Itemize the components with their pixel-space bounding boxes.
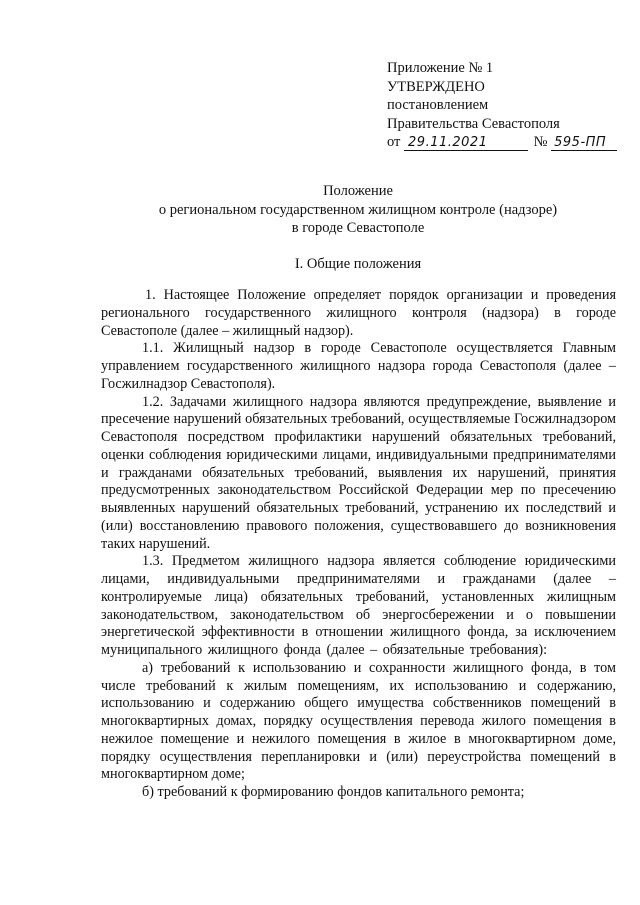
paragraph-1-3: 1.3. Предметом жилищного надзора является соблюдение юридическими лицами, индивидуальными предпринимателями и гражданами (далее – контролируемые лица) обязательных требований, установленных жилищным законодательством, законодательством об энергосбережении и о повышении энергетической эффективности в отношении жилищного фонда, за исключением муниципального жилищного фонда (далее – обязательные требования):: [101, 553, 616, 658]
approval-block: [387, 59, 627, 152]
document-title: [60, 182, 640, 238]
title-line-2: о региональном государственном жилищном контроле (надзоре): [158, 201, 558, 218]
title-line-1: Положение: [323, 183, 393, 199]
approved-label: УТВЕРЖДЕНО: [387, 78, 485, 95]
handwritten-number: 595-ПП: [551, 135, 617, 151]
from-label: от: [387, 134, 401, 150]
title-line-3: в городе Севастополе: [291, 220, 425, 236]
paragraph-1: 1. Настоящее Положение определяет порядок организации и проведения регионального государственного жилищного контроля (надзора) в городе Севастополе (далее – жилищный надзор).: [101, 287, 616, 339]
handwritten-date: 29.11.2021: [404, 135, 528, 151]
number-sign: №: [533, 134, 548, 150]
paragraph-1-1: 1.1. Жилищный надзор в городе Севастополе осуществляется Главным управлением государственного жилищного надзора города Севастополя (далее – Госжилнадзор Севастополя).: [101, 340, 616, 392]
section-heading: I. Общие положения: [294, 256, 422, 272]
paragraph-a: а) требований к использованию и сохранности жилищного фонда, в том числе требований к жилым помещениям, их использованию и содержанию, использованию и содержанию общего имущества собственников помещений в многоквартирных домах, порядку осуществления перевода жилого помещения в нежилое помещение и нежилого помещения в жилое в многоквартирном доме, порядку осуществления перепланировки и (или) переустройства помещений в многоквартирном доме;: [101, 659, 616, 783]
government-name: Правительства Севастополя: [387, 115, 560, 132]
document-body: [101, 287, 616, 802]
resolution-label: постановлением: [387, 97, 489, 113]
date-number-line: [387, 133, 627, 152]
paragraph-1-2: 1.2. Задачами жилищного надзора являются предупреждение, выявление и пресечение нарушений обязательных требований, осуществляемые Госжилнадзором Севастополя посредством профилактики нарушений обязательных требований, оценки соблюдения юридическими лицами, индивидуальными предпринимателями и гражданами обязательных требований, выявления их нарушений, принятия предусмотренных законодательством Российской Федерации мер по пресечению выявленных нарушений обязательных требований, устранению их последствий и (или) восстановлению правового положения, существовавшего до возникновения таких нарушений.: [101, 393, 616, 552]
paragraph-b: б) требований к формированию фондов капитального ремонта;: [142, 784, 525, 800]
appendix-number: Приложение № 1: [387, 60, 494, 76]
